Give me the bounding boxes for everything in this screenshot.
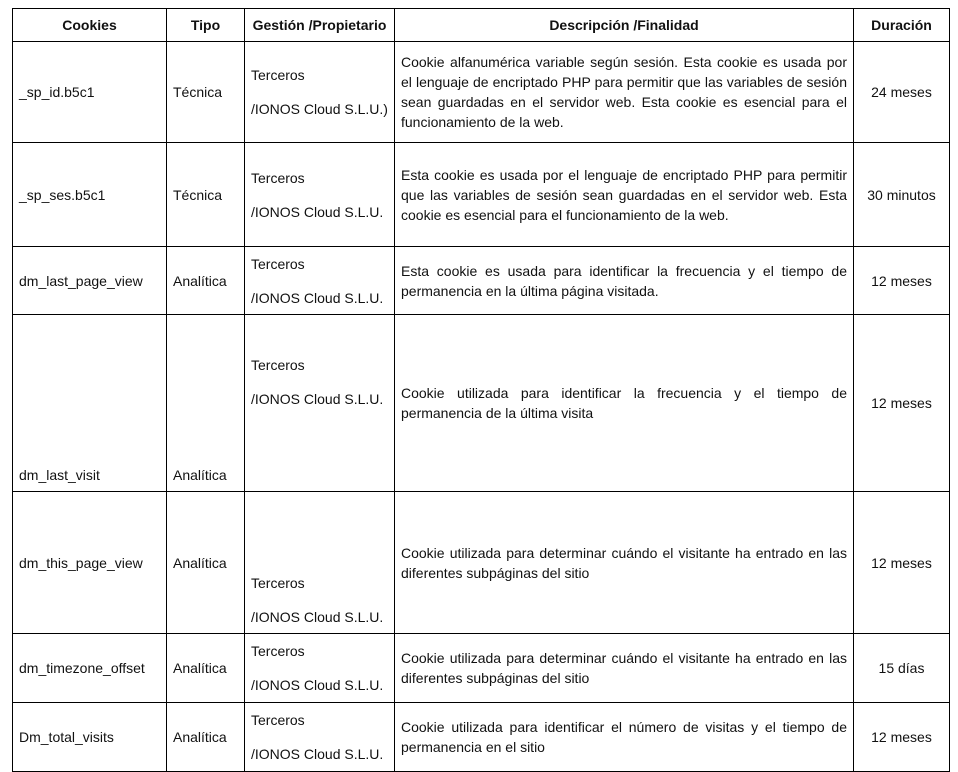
gestion-line-1: Terceros (251, 67, 305, 83)
gestion-line-2: /IONOS Cloud S.L.U. (251, 677, 384, 693)
gestion-line-2: /IONOS Cloud S.L.U. (251, 746, 384, 762)
cookie-tipo: Técnica (167, 42, 245, 143)
cookie-name: _sp_id.b5c1 (13, 42, 167, 143)
cookie-duracion: 30 minutos (854, 143, 950, 247)
table-row (13, 492, 950, 634)
gestion-line-1: Terceros (251, 357, 305, 373)
table-row (13, 143, 950, 247)
cookie-duracion: 12 meses (854, 315, 950, 492)
cookie-tipo: Analítica (167, 315, 245, 492)
cookie-tipo: Técnica (167, 143, 245, 247)
cookie-name: dm_this_page_view (13, 492, 167, 634)
gestion-line-2: /IONOS Cloud S.L.U. (251, 289, 384, 306)
cookie-duracion: 12 meses (854, 247, 950, 315)
header-descripcion: Descripción /Finalidad (395, 9, 854, 42)
gestion-line-2: /IONOS Cloud S.L.U. (251, 609, 384, 625)
cookie-gestion (245, 634, 395, 703)
header-cookies: Cookies (13, 9, 167, 42)
cookie-duracion: 15 días (854, 634, 950, 703)
cookie-name: dm_last_visit (13, 315, 167, 492)
cookie-name: Dm_total_visits (13, 703, 167, 772)
cookie-descripcion: Cookie alfanumérica variable según sesión. Esta cookie es usada por el lenguaje de encriptado PHP para permitir que las variables de sesión sean guardadas en el servidor web. Esta cookie es esencial para el funcionamiento de la web. (395, 42, 854, 143)
table-row (13, 42, 950, 143)
cookie-descripcion: Esta cookie es usada por el lenguaje de encriptado PHP para permitir que las variables de sesión sean guardadas en el servidor web. Esta cookie es esencial para el funcionamiento de la web. (395, 143, 854, 247)
gestion-line-1: Terceros (251, 712, 305, 728)
header-duracion: Duración (854, 9, 950, 42)
cookie-descripcion: Cookie utilizada para determinar cuándo el visitante ha entrado en las diferentes subpáginas del sitio (395, 634, 854, 703)
cookie-gestion (245, 492, 395, 634)
table-row (13, 315, 950, 492)
cookie-name: dm_last_page_view (13, 247, 167, 315)
cookies-table (12, 8, 950, 772)
header-gestion: Gestión /Propietario (245, 9, 395, 42)
cookie-gestion (245, 143, 395, 247)
gestion-line-2: /IONOS Cloud S.L.U. (251, 203, 384, 220)
gestion-line-1: Terceros (251, 575, 305, 591)
cookie-descripcion: Cookie utilizada para identificar la frecuencia y el tiempo de permanencia de la última visita (395, 315, 854, 492)
cookie-tipo: Analítica (167, 703, 245, 772)
cookie-descripcion: Cookie utilizada para identificar el número de visitas y el tiempo de permanencia en el sitio (395, 703, 854, 772)
gestion-line-1: Terceros (251, 643, 305, 659)
cookie-gestion (245, 703, 395, 772)
gestion-line-2: /IONOS Cloud S.L.U.) (251, 101, 388, 117)
cookie-descripcion: Esta cookie es usada para identificar la frecuencia y el tiempo de permanencia en la última página visitada. (395, 247, 854, 315)
cookie-duracion: 12 meses (854, 492, 950, 634)
gestion-line-1: Terceros (251, 169, 305, 186)
cookie-gestion (245, 42, 395, 143)
cookie-name: dm_timezone_offset (13, 634, 167, 703)
table-row (13, 634, 950, 703)
cookie-duracion: 12 meses (854, 703, 950, 772)
table-row (13, 703, 950, 772)
gestion-line-1: Terceros (251, 255, 305, 272)
cookie-duracion: 24 meses (854, 42, 950, 143)
cookie-tipo: Analítica (167, 247, 245, 315)
header-tipo: Tipo (167, 9, 245, 42)
cookie-tipo: Analítica (167, 492, 245, 634)
cookie-descripcion: Cookie utilizada para determinar cuándo el visitante ha entrado en las diferentes subpáginas del sitio (395, 492, 854, 634)
cookie-gestion (245, 247, 395, 315)
cookie-gestion (245, 315, 395, 492)
gestion-line-2: /IONOS Cloud S.L.U. (251, 391, 384, 407)
table-row (13, 247, 950, 315)
cookie-name: _sp_ses.b5c1 (13, 143, 167, 247)
cookie-tipo: Analítica (167, 634, 245, 703)
header-row (13, 9, 950, 42)
